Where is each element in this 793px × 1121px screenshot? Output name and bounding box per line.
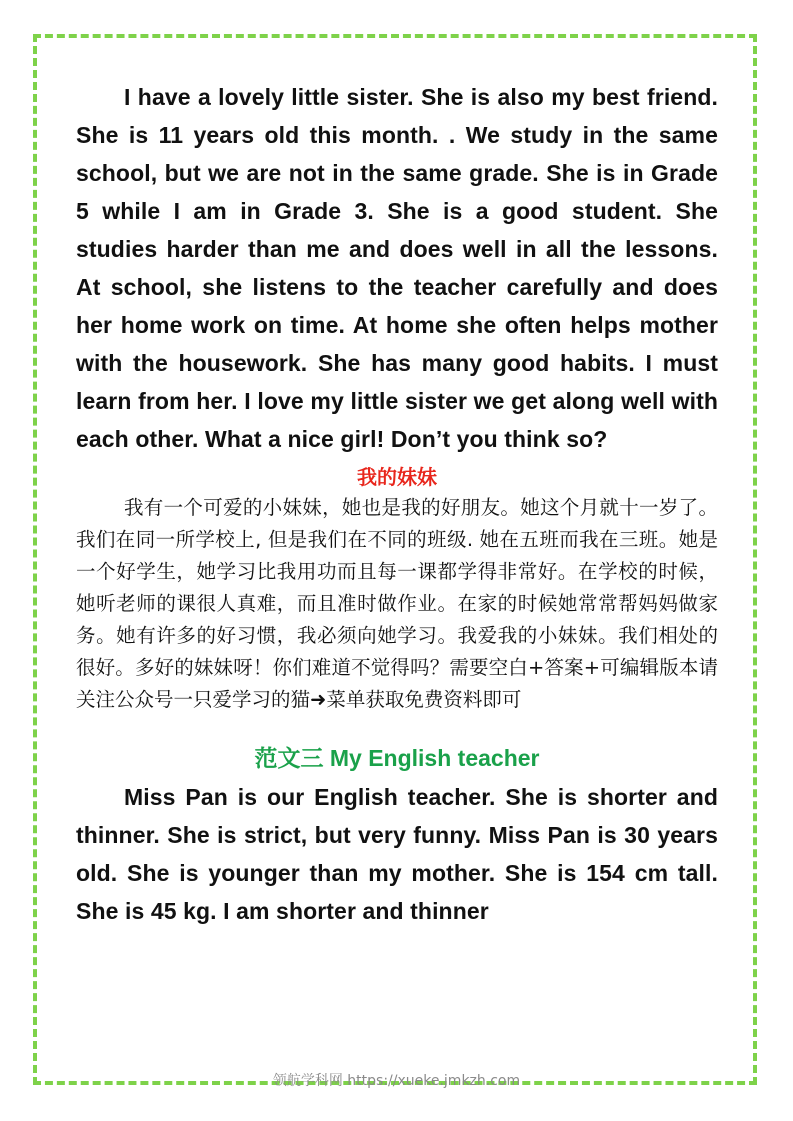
- footer-watermark: 领航学科网 https://xueke.jmkzh.com: [272, 1073, 521, 1089]
- essay-two-chinese-paragraph: 我有一个可爱的小妹妹，她也是我的好朋友。她这个月就十一岁了。我们在同一所学校上, 但是我们在不同的班级. 她在五班而我在三班。她是一个好学生，她学习比我用功而且每一课都学得非常好。在学校的时候，她听老师的课很人真难，而且准时做作业。在家的时候她常常帮妈妈做家务。她有许多的好习惯，我必须向她学习。我爱我的小妹妹。我们相处的很好。多好的妹妹呀！你们难道不觉得吗？需要空白+答案+可编辑版本请关注公众号一只爱学习的猫➜菜单获取免费资料即可: [76, 496, 718, 711]
- essay-three-title: 范文三 My English teacher: [254, 745, 540, 771]
- document-content: [76, 78, 718, 930]
- essay-two-chinese-title: 我的妹妹: [357, 465, 437, 489]
- essay-three-english-paragraph: Miss Pan is our English teacher. She is shorter and thinner. She is strict, but very funny. Miss Pan is 30 years old. She is younger than my mother. She is 154 cm tall. She is 45 kg. I am shorter and thinner: [76, 784, 718, 924]
- essay-two-english-paragraph: I have a lovely little sister. She is also my best friend. She is 11 years old this month. . We study in the same school, but we are not in the same grade. She is in Grade 5 while I am in Grade 3. She is a good student. She studies harder than me and does well in all the lessons. At school, she listens to the teacher carefully and does her home work on time. At home she often helps mother with the housework. She has many good habits. I must learn from her. I love my little sister we get along well with each other. What a nice girl! Don’t you think so?: [76, 84, 718, 452]
